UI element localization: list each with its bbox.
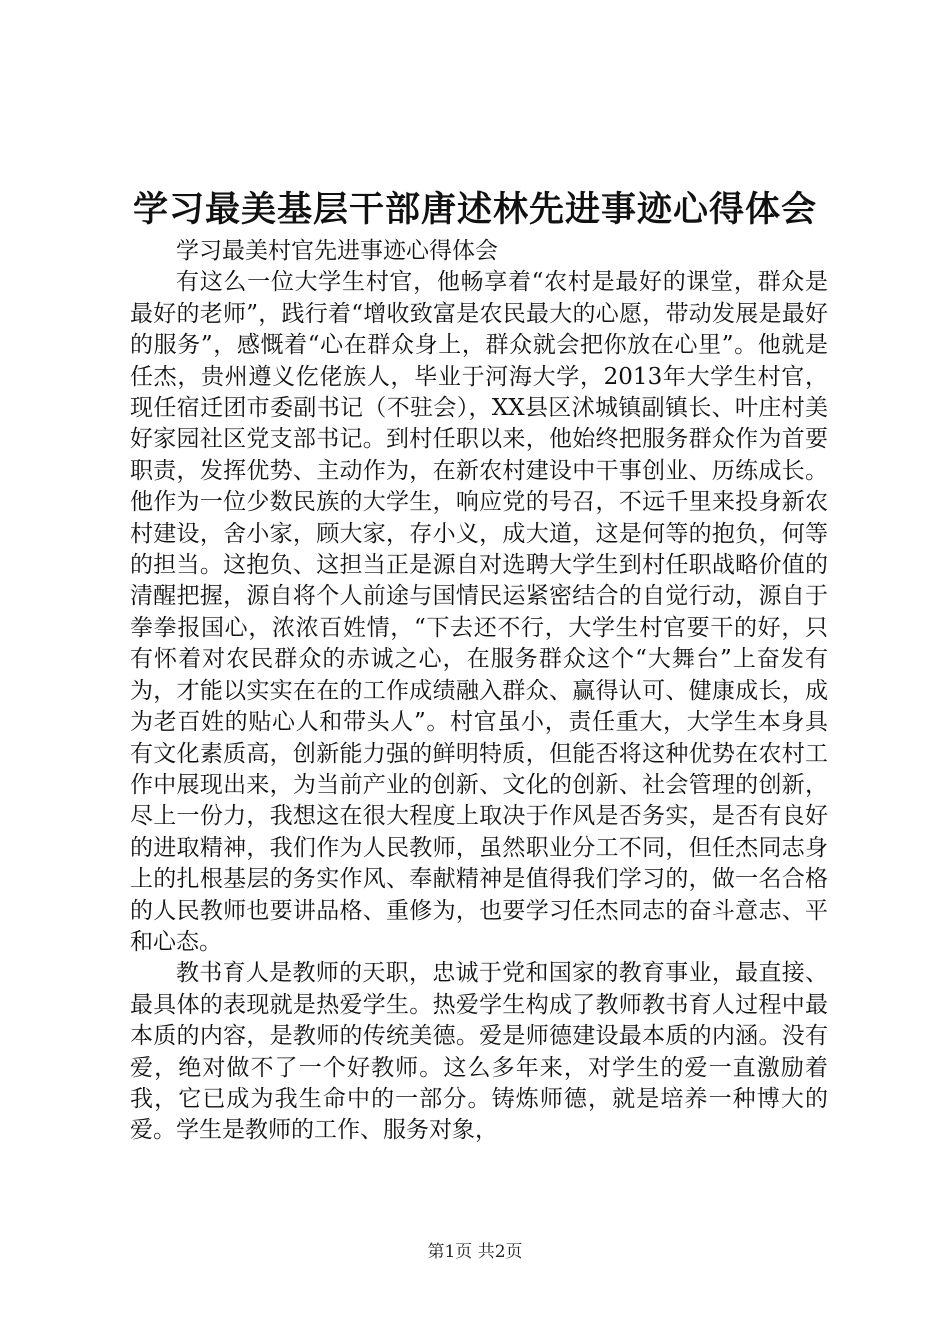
paragraph-1: 有这么一位大学生村官，他畅享着“农村是最好的课堂，群众是最好的老师”，践行着“增收致富是农民最大的心愿，带动发展是最好的服务”，感慨着“心在群众身上，群众就会把你放在心里”。他就是任杰，贵州遵义仡佬族人，毕业于河海大学，2013年大学生村官，现任宿迁团市委副书记（不驻会），XX县区沭城镇副镇长、叶庄村美好家园社区党支部书记。到村任职以来，他始终把服务群众作为首要职责，发挥优势、主动作为，在新农村建设中干事创业、历练成长。他作为一位少数民族的大学生，响应党的号召，不远千里来投身新农村建设，舍小家，顾大家，存小义，成大道，这是何等的抱负，何等的担当。这抱负、这担当正是源自对选聘大学生到村任职战略价值的清醒把握，源自将个人前途与国情民运紧密结合的自觉行动，源自于拳拳报国心，浓浓百姓情，“下去还不行，大学生村官要干的好，只有怀着对农民群众的赤诚之心，在服务群众这个“大舞台”上奋发有为，才能以实实在在的工作成绩融入群众、赢得认可、健康成长，成为老百姓的贴心人和带头人”。村官虽小，责任重大，大学生本身具有文化素质高，创新能力强的鲜明特质，但能否将这种优势在农村工作中展现出来，为当前产业的创新、文化的创新、社会管理的创新，尽上一份力，我想这在很大程度上取决于作风是否务实，是否有良好的进取精神，我们作为人民教师，虽然职业分工不同，但任杰同志身上的扎根基层的务实作风、奉献精神是值得我们学习的，做一名合格的人民教师也要讲品格、重修为，也要学习任杰同志的奋斗意志、平和心态。 [130, 269, 828, 955]
page-number-footer: 第1页 共2页 [427, 1242, 523, 1262]
paragraph-subtitle: 学习最美村官先进事迹心得体会 [176, 238, 498, 264]
document-title: 学习最美基层干部唐述林先进事迹心得体会 [132, 189, 817, 230]
paragraph-2: 教书育人是教师的天职，忠诚于党和国家的教育事业，最直接、最具体的表现就是热爱学生。热爱学生构成了教师教书育人过程中最本质的内容，是教师的传统美德。爱是师德建设最本质的内涵。没有爱，绝对做不了一个好教师。这么多年来，对学生的爱一直激励着我，它已成为我生命中的一部分。铸炼师德，就是培养一种博大的爱。学生是教师的工作、服务对象， [130, 960, 828, 1144]
document-body [130, 236, 828, 1147]
